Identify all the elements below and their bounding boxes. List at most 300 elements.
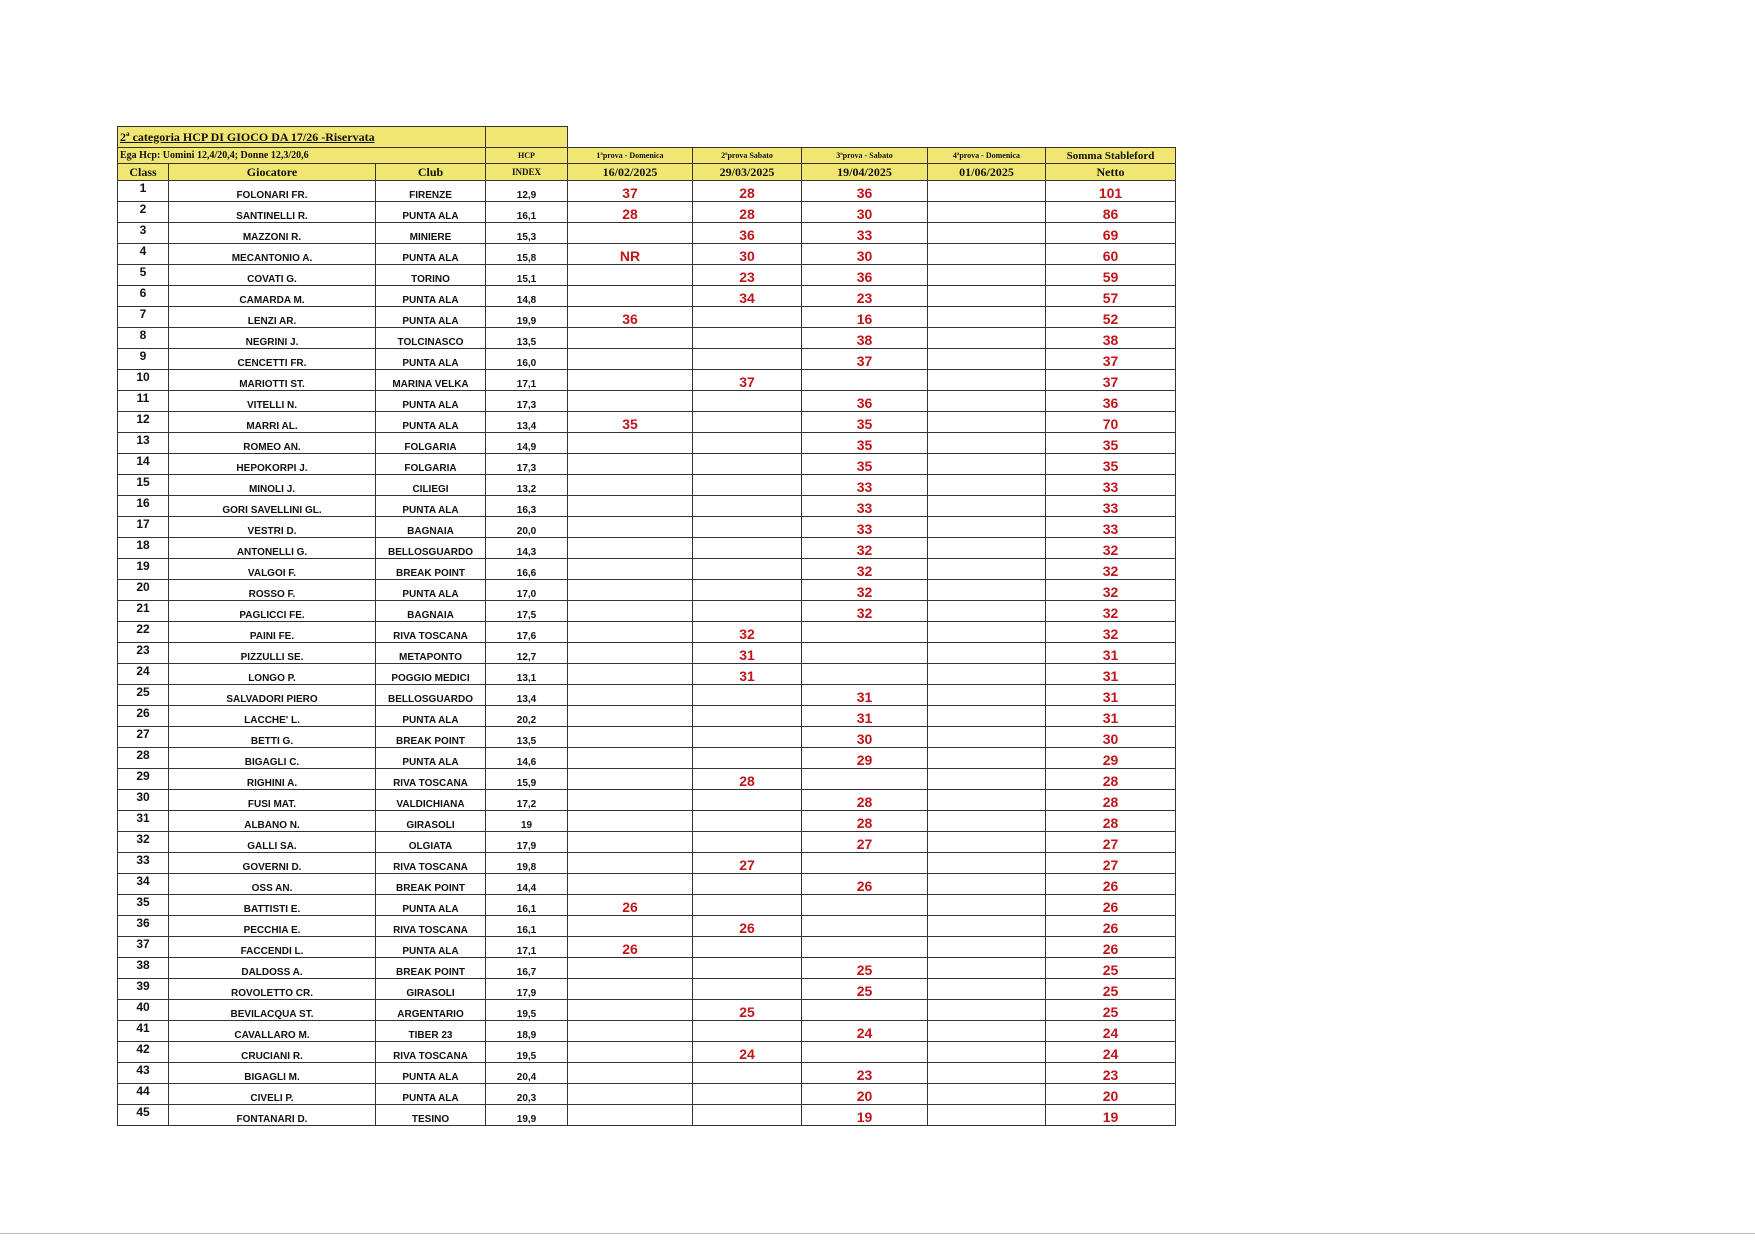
round-4-score — [928, 1042, 1046, 1063]
club-name: POGGIO MEDICI — [376, 664, 486, 685]
class-position: 38 — [118, 958, 169, 979]
round-2-score: 31 — [693, 643, 802, 664]
club-name: ARGENTARIO — [376, 1000, 486, 1021]
club-name: PUNTA ALA — [376, 286, 486, 307]
round-4-score — [928, 559, 1046, 580]
hcp-index: 17,1 — [486, 370, 568, 391]
club-name: FOLGARIA — [376, 433, 486, 454]
hcp-index: 19,5 — [486, 1000, 568, 1021]
round-4-score — [928, 874, 1046, 895]
class-position: 31 — [118, 811, 169, 832]
hcp-index: 17,6 — [486, 622, 568, 643]
player-name: PIZZULLI SE. — [169, 643, 376, 664]
round-4-score — [928, 727, 1046, 748]
class-position: 4 — [118, 244, 169, 265]
club-name: MARINA VELKA — [376, 370, 486, 391]
club-name: RIVA TOSCANA — [376, 1042, 486, 1063]
category-title: 2ª categoria HCP DI GIOCO DA 17/26 -Riservata — [118, 127, 486, 148]
net-total: 27 — [1046, 832, 1176, 853]
round-1-score — [568, 748, 693, 769]
net-total: 24 — [1046, 1021, 1176, 1042]
round-2-score — [693, 538, 802, 559]
club-name: PUNTA ALA — [376, 349, 486, 370]
round-1-label: 1ªprova - Domenica — [568, 148, 693, 164]
table-row — [118, 916, 1176, 937]
round-1-score — [568, 706, 693, 727]
round-1-score — [568, 391, 693, 412]
club-name: GIRASOLI — [376, 811, 486, 832]
table-row — [118, 1042, 1176, 1063]
player-name: CAVALLARO M. — [169, 1021, 376, 1042]
net-total: 60 — [1046, 244, 1176, 265]
round-4-score — [928, 895, 1046, 916]
class-position: 14 — [118, 454, 169, 475]
table-row — [118, 286, 1176, 307]
player-name: DALDOSS A. — [169, 958, 376, 979]
hcp-index: 13,4 — [486, 685, 568, 706]
table-row — [118, 412, 1176, 433]
club-name: BREAK POINT — [376, 874, 486, 895]
round-1-score — [568, 1063, 693, 1084]
club-name: BREAK POINT — [376, 559, 486, 580]
round-3-score: 33 — [802, 517, 928, 538]
hcp-index: 16,3 — [486, 496, 568, 517]
net-total: 26 — [1046, 874, 1176, 895]
round-4-score — [928, 706, 1046, 727]
class-position: 39 — [118, 979, 169, 1000]
class-position: 27 — [118, 727, 169, 748]
class-position: 1 — [118, 181, 169, 202]
net-total: 25 — [1046, 979, 1176, 1000]
round-4-label: 4ªprova - Domenica — [928, 148, 1046, 164]
round-2-score: 37 — [693, 370, 802, 391]
club-name: RIVA TOSCANA — [376, 769, 486, 790]
net-total: 19 — [1046, 1105, 1176, 1126]
round-3-score — [802, 643, 928, 664]
player-name: FONTANARI D. — [169, 1105, 376, 1126]
round-1-score — [568, 1105, 693, 1126]
player-name: FUSI MAT. — [169, 790, 376, 811]
round-3-score — [802, 1000, 928, 1021]
net-total: 33 — [1046, 475, 1176, 496]
net-total: 36 — [1046, 391, 1176, 412]
class-position: 9 — [118, 349, 169, 370]
round-3-score — [802, 937, 928, 958]
hcp-index: 17,3 — [486, 454, 568, 475]
round-4-score — [928, 538, 1046, 559]
round-1-score — [568, 433, 693, 454]
round-4-date: 01/06/2025 — [928, 164, 1046, 181]
round-3-score: 38 — [802, 328, 928, 349]
table-row — [118, 832, 1176, 853]
hcp-index: 17,9 — [486, 979, 568, 1000]
round-3-score: 36 — [802, 181, 928, 202]
class-position: 41 — [118, 1021, 169, 1042]
round-2-score — [693, 601, 802, 622]
round-3-label: 3ªprova - Sabato — [802, 148, 928, 164]
hcp-index: 16,7 — [486, 958, 568, 979]
club-name: TORINO — [376, 265, 486, 286]
hcp-index: 14,9 — [486, 433, 568, 454]
round-1-score — [568, 496, 693, 517]
class-position: 28 — [118, 748, 169, 769]
round-4-score — [928, 748, 1046, 769]
club-name: RIVA TOSCANA — [376, 853, 486, 874]
player-column-header: Giocatore — [169, 164, 376, 181]
net-total: 31 — [1046, 685, 1176, 706]
hcp-index: 19,9 — [486, 1105, 568, 1126]
table-row — [118, 811, 1176, 832]
round-3-score — [802, 622, 928, 643]
player-name: ROSSO F. — [169, 580, 376, 601]
round-3-score: 36 — [802, 391, 928, 412]
round-1-score: 26 — [568, 895, 693, 916]
player-name: ROMEO AN. — [169, 433, 376, 454]
player-name: CIVELI P. — [169, 1084, 376, 1105]
hcp-index: 14,6 — [486, 748, 568, 769]
round-3-score: 32 — [802, 538, 928, 559]
round-4-score — [928, 685, 1046, 706]
hcp-index: 12,7 — [486, 643, 568, 664]
round-2-score — [693, 874, 802, 895]
player-name: SALVADORI PIERO — [169, 685, 376, 706]
net-total: 31 — [1046, 706, 1176, 727]
round-3-score: 35 — [802, 412, 928, 433]
round-2-score — [693, 433, 802, 454]
player-name: VALGOI F. — [169, 559, 376, 580]
net-total: 59 — [1046, 265, 1176, 286]
round-4-score — [928, 244, 1046, 265]
hcp-index: 14,4 — [486, 874, 568, 895]
hcp-index: 17,0 — [486, 580, 568, 601]
round-1-score: 37 — [568, 181, 693, 202]
table-row — [118, 538, 1176, 559]
round-1-score — [568, 727, 693, 748]
class-position: 40 — [118, 1000, 169, 1021]
club-name: PUNTA ALA — [376, 706, 486, 727]
class-position: 22 — [118, 622, 169, 643]
total-column-header: Somma Stableford — [1046, 148, 1176, 164]
round-4-score — [928, 517, 1046, 538]
round-3-score: 30 — [802, 244, 928, 265]
class-position: 33 — [118, 853, 169, 874]
round-1-score — [568, 790, 693, 811]
round-3-score: 35 — [802, 433, 928, 454]
class-position: 2 — [118, 202, 169, 223]
class-position: 35 — [118, 895, 169, 916]
hcp-index: 17,3 — [486, 391, 568, 412]
table-row — [118, 874, 1176, 895]
round-3-score: 32 — [802, 559, 928, 580]
club-name: PUNTA ALA — [376, 307, 486, 328]
club-name: RIVA TOSCANA — [376, 622, 486, 643]
club-name: CILIEGI — [376, 475, 486, 496]
hcp-index: 16,0 — [486, 349, 568, 370]
table-row — [118, 370, 1176, 391]
table-row — [118, 643, 1176, 664]
total-net-header: Netto — [1046, 164, 1176, 181]
club-name: METAPONTO — [376, 643, 486, 664]
round-4-score — [928, 664, 1046, 685]
player-name: COVATI G. — [169, 265, 376, 286]
round-3-score: 33 — [802, 223, 928, 244]
class-position: 15 — [118, 475, 169, 496]
round-2-score — [693, 454, 802, 475]
round-4-score — [928, 832, 1046, 853]
player-name: LACCHE' L. — [169, 706, 376, 727]
player-name: LONGO P. — [169, 664, 376, 685]
club-name: GIRASOLI — [376, 979, 486, 1000]
table-row — [118, 664, 1176, 685]
table-row — [118, 769, 1176, 790]
round-1-score — [568, 286, 693, 307]
class-position: 32 — [118, 832, 169, 853]
net-total: 57 — [1046, 286, 1176, 307]
round-2-score — [693, 748, 802, 769]
round-4-score — [928, 853, 1046, 874]
player-name: PAGLICCI FE. — [169, 601, 376, 622]
round-2-score — [693, 391, 802, 412]
round-2-score: 27 — [693, 853, 802, 874]
class-position: 24 — [118, 664, 169, 685]
round-1-score — [568, 349, 693, 370]
club-name: PUNTA ALA — [376, 895, 486, 916]
round-3-score: 23 — [802, 286, 928, 307]
round-2-score: 23 — [693, 265, 802, 286]
hcp-index: 15,8 — [486, 244, 568, 265]
round-3-score — [802, 664, 928, 685]
hcp-index: 13,5 — [486, 727, 568, 748]
round-2-score — [693, 1063, 802, 1084]
round-1-score: 28 — [568, 202, 693, 223]
class-position: 37 — [118, 937, 169, 958]
round-2-score: 24 — [693, 1042, 802, 1063]
round-3-score: 33 — [802, 475, 928, 496]
hcp-index: 13,5 — [486, 328, 568, 349]
player-name: VESTRI D. — [169, 517, 376, 538]
table-row — [118, 1000, 1176, 1021]
round-2-score — [693, 307, 802, 328]
round-4-score — [928, 475, 1046, 496]
club-name: TOLCINASCO — [376, 328, 486, 349]
table-row — [118, 706, 1176, 727]
round-2-score — [693, 496, 802, 517]
club-name: FOLGARIA — [376, 454, 486, 475]
round-2-score — [693, 727, 802, 748]
table-row — [118, 580, 1176, 601]
table-row — [118, 244, 1176, 265]
round-2-score — [693, 958, 802, 979]
round-1-score: 35 — [568, 412, 693, 433]
hcp-index: 13,4 — [486, 412, 568, 433]
club-name: BELLOSGUARDO — [376, 685, 486, 706]
club-name: PUNTA ALA — [376, 391, 486, 412]
table-row — [118, 496, 1176, 517]
hcp-index: 15,9 — [486, 769, 568, 790]
net-total: 86 — [1046, 202, 1176, 223]
round-1-score — [568, 958, 693, 979]
round-3-score — [802, 916, 928, 937]
round-4-score — [928, 370, 1046, 391]
round-4-score — [928, 769, 1046, 790]
round-4-score — [928, 223, 1046, 244]
round-4-score — [928, 286, 1046, 307]
round-4-score — [928, 1063, 1046, 1084]
player-name: GORI SAVELLINI GL. — [169, 496, 376, 517]
table-row — [118, 181, 1176, 202]
round-3-score: 28 — [802, 811, 928, 832]
round-4-score — [928, 433, 1046, 454]
class-position: 3 — [118, 223, 169, 244]
player-name: FOLONARI FR. — [169, 181, 376, 202]
round-2-score: 32 — [693, 622, 802, 643]
table-row — [118, 328, 1176, 349]
table-row — [118, 727, 1176, 748]
table-header — [118, 127, 1176, 181]
class-column-header: Class — [118, 164, 169, 181]
round-3-score: 27 — [802, 832, 928, 853]
table-row — [118, 1105, 1176, 1126]
round-2-score — [693, 706, 802, 727]
class-position: 16 — [118, 496, 169, 517]
player-name: MARIOTTI ST. — [169, 370, 376, 391]
net-total: 28 — [1046, 811, 1176, 832]
round-3-score — [802, 1042, 928, 1063]
round-3-score: 19 — [802, 1105, 928, 1126]
table-row — [118, 223, 1176, 244]
table-row — [118, 475, 1176, 496]
round-3-score: 33 — [802, 496, 928, 517]
round-4-score — [928, 580, 1046, 601]
net-total: 35 — [1046, 433, 1176, 454]
hcp-index: 16,1 — [486, 916, 568, 937]
class-position: 42 — [118, 1042, 169, 1063]
class-position: 7 — [118, 307, 169, 328]
round-4-score — [928, 790, 1046, 811]
round-1-score — [568, 475, 693, 496]
class-position: 25 — [118, 685, 169, 706]
round-2-score: 31 — [693, 664, 802, 685]
class-position: 21 — [118, 601, 169, 622]
page-edge-line — [0, 1233, 1755, 1234]
round-3-score: 23 — [802, 1063, 928, 1084]
net-total: 26 — [1046, 937, 1176, 958]
table-row — [118, 1084, 1176, 1105]
club-name: VALDICHIANA — [376, 790, 486, 811]
round-4-score — [928, 811, 1046, 832]
round-3-score: 16 — [802, 307, 928, 328]
class-position: 8 — [118, 328, 169, 349]
table-row — [118, 748, 1176, 769]
round-3-score: 29 — [802, 748, 928, 769]
table-row — [118, 349, 1176, 370]
class-position: 30 — [118, 790, 169, 811]
net-total: 52 — [1046, 307, 1176, 328]
net-total: 37 — [1046, 349, 1176, 370]
club-name: TESINO — [376, 1105, 486, 1126]
round-4-score — [928, 181, 1046, 202]
net-total: 70 — [1046, 412, 1176, 433]
net-total: 38 — [1046, 328, 1176, 349]
hcp-index: 14,8 — [486, 286, 568, 307]
net-total: 31 — [1046, 664, 1176, 685]
round-2-score: 28 — [693, 202, 802, 223]
hcp-index: 17,9 — [486, 832, 568, 853]
net-total: 32 — [1046, 559, 1176, 580]
round-2-score — [693, 412, 802, 433]
round-2-score — [693, 475, 802, 496]
table-row — [118, 622, 1176, 643]
club-name: PUNTA ALA — [376, 412, 486, 433]
player-name: PECCHIA E. — [169, 916, 376, 937]
club-name: PUNTA ALA — [376, 937, 486, 958]
standings-table — [117, 126, 1176, 1126]
class-position: 19 — [118, 559, 169, 580]
net-total: 32 — [1046, 622, 1176, 643]
class-position: 18 — [118, 538, 169, 559]
round-1-score — [568, 832, 693, 853]
round-4-score — [928, 937, 1046, 958]
net-total: 31 — [1046, 643, 1176, 664]
round-3-score: 37 — [802, 349, 928, 370]
club-name: RIVA TOSCANA — [376, 916, 486, 937]
hcp-index: 19 — [486, 811, 568, 832]
class-position: 45 — [118, 1105, 169, 1126]
round-3-score: 30 — [802, 727, 928, 748]
round-2-score — [693, 979, 802, 1000]
round-2-label: 2ªprova Sabato — [693, 148, 802, 164]
round-1-score — [568, 685, 693, 706]
table-row — [118, 601, 1176, 622]
round-1-score — [568, 664, 693, 685]
table-row — [118, 979, 1176, 1000]
round-3-date: 19/04/2025 — [802, 164, 928, 181]
round-2-score: 26 — [693, 916, 802, 937]
class-position: 36 — [118, 916, 169, 937]
round-4-score — [928, 1084, 1046, 1105]
round-2-score — [693, 328, 802, 349]
round-1-score — [568, 559, 693, 580]
class-position: 6 — [118, 286, 169, 307]
round-3-score: 25 — [802, 958, 928, 979]
class-position: 44 — [118, 1084, 169, 1105]
round-4-score — [928, 454, 1046, 475]
round-1-score: 36 — [568, 307, 693, 328]
table-row — [118, 895, 1176, 916]
round-1-score — [568, 601, 693, 622]
round-1-score — [568, 643, 693, 664]
club-name: OLGIATA — [376, 832, 486, 853]
table-row — [118, 202, 1176, 223]
round-2-score — [693, 580, 802, 601]
header-blank-cell — [486, 127, 568, 148]
club-name: PUNTA ALA — [376, 496, 486, 517]
round-2-score — [693, 937, 802, 958]
round-1-score — [568, 538, 693, 559]
player-name: OSS AN. — [169, 874, 376, 895]
round-4-score — [928, 265, 1046, 286]
round-3-score — [802, 853, 928, 874]
player-name: RIGHINI A. — [169, 769, 376, 790]
round-2-score — [693, 1021, 802, 1042]
round-1-score — [568, 1000, 693, 1021]
player-name: BATTISTI E. — [169, 895, 376, 916]
hcp-index: 16,1 — [486, 202, 568, 223]
table-row — [118, 559, 1176, 580]
table-row — [118, 391, 1176, 412]
round-1-score — [568, 328, 693, 349]
round-1-score — [568, 223, 693, 244]
